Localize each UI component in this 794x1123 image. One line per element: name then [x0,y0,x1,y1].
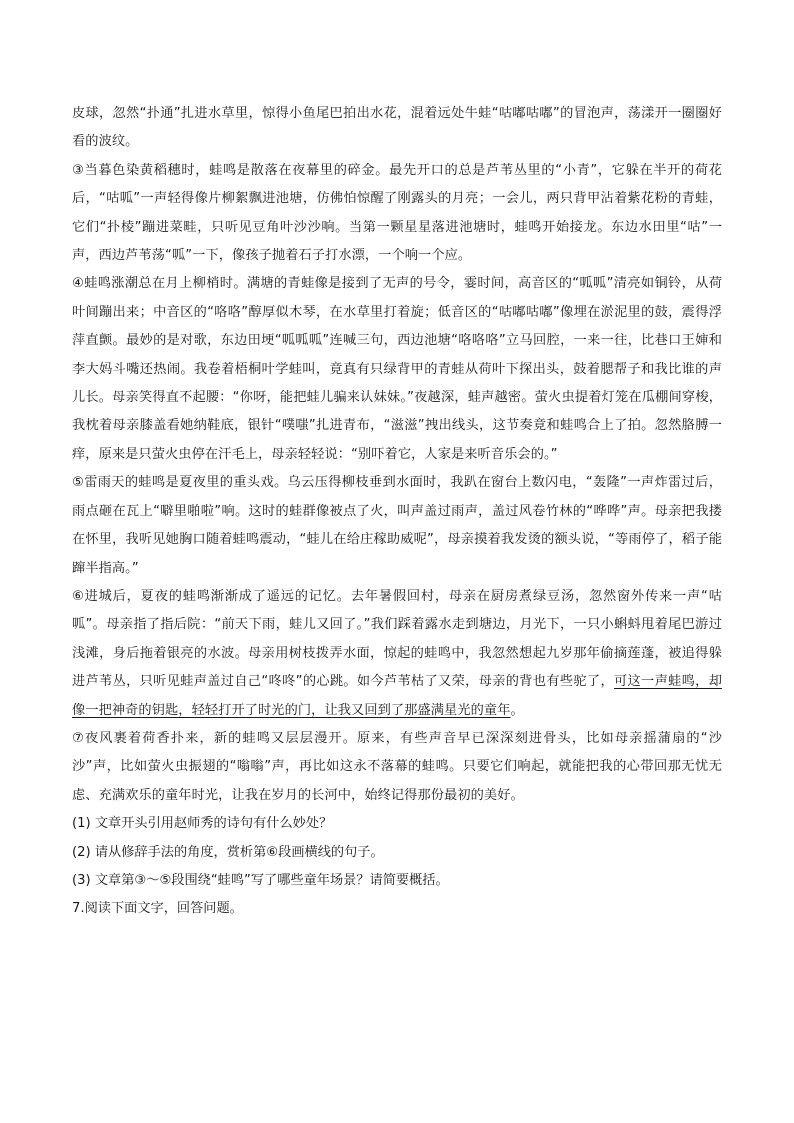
underlined-sentence: 可这一声蛙鸣，却像一把神奇的钥匙，轻轻打开了时光的门，让我又回到了那盛满星光的童年 [72,674,722,718]
paragraph-4: ④蛙鸣涨潮总在月上柳梢时。满塘的青蛙像是接到了无声的号令，霎时间，高音区的“呱呱”清亮如铜铃，从荷叶间蹦出来；中音区的“咯咯”醇厚似木琴，在水草里打着旋；低音区的“咕嘟咕嘟”像埋在淤泥里的鼓，震得浮萍直颤。最妙的是对歌，东边田埂“呱呱呱”连喊三句，西边池塘“咯咯咯”立马回腔，一来一往，比巷口王婶和李大妈斗嘴还热闹。我卷着梧桐叶学蛙叫，竟真有只绿背甲的青蛙从荷叶下探出头，鼓着腮帮子和我比谁的声儿长。母亲笑得直不起腰：“你呀，能把蛙儿骗来认妹妹。”夜越深，蛙声越密。萤火虫提着灯笼在瓜棚间穿梭，我枕着母亲膝盖看她纳鞋底，银针“噗嗤”扎进青布，“滋滋”拽出线头，这节奏竟和蛙鸣合上了拍。忽然胳膊一痒，原来是只萤火虫停在汗毛上，母亲轻轻说：“别吓着它，人家是来听音乐会的。” [72,276,722,462]
question-3: (3) 文章第③～⑤段围绕“蛙鸣”写了哪些童年场景？请简要概括。 [72,872,449,888]
paragraph-7: ⑦夜风裹着荷香扑来，新的蛙鸣又层层漫开。原来，有些声音早已深深刻进骨头，比如母亲摇蒲扇的“沙沙”声，比如萤火虫振翅的“嗡嗡”声，再比如这永不落幕的蛙鸣。只要它们响起，就能把我的心带回那无忧无虑、充满欢乐的童年时光，让我在岁月的长河中，始终记得那份最初的美好。 [72,730,722,803]
next-question-heading: 7.阅读下面文字，回答问题。 [72,901,243,917]
paragraph-5: ⑤雷雨天的蛙鸣是夏夜里的重头戏。乌云压得柳枝垂到水面时，我趴在窗台上数闪电，“轰隆”一声炸雷过后，雨点砸在瓦上“噼里啪啦”响。这时的蛙群像被点了火，叫声盖过雨声，盖过风卷竹林的“哗哗”声。母亲把我搂在怀里，我听见她胸口随着蛙鸣震动，“蛙儿在给庄稼助威呢”，母亲摸着我发烫的额头说，“等雨停了，稻子能蹿半指高。” [72,475,722,576]
question-2: (2) 请从修辞手法的角度，赏析第⑥段画横线的句子。 [72,844,384,860]
paragraph-3: ③当暮色染黄稻穗时，蛙鸣是散落在夜幕里的碎金。最先开口的总是芦苇丛里的“小青”，它躲在半开的荷花后，“咕呱”一声轻得像片柳絮飘进池塘，仿佛怕惊醒了刚露头的月亮；一会儿，两只背甲沾着紫花粉的青蛙，它们“扑棱”蹦进菜畦，只听见豆角叶沙沙响。当第一颗星星落进池塘时，蛙鸣开始接龙。东边水田里“咕”一声，西边芦苇荡“呱”一下，像孩子抛着石子打水漂，一个响一个应。 [72,162,722,264]
paragraph-6-text: ⑥进城后，夏夜的蛙鸣渐渐成了遥远的记忆。去年暑假回村，母亲在厨房煮绿豆汤，忽然窗外传来一声“咕呱”。母亲指了指后院：“前天下雨，蛙儿又回了。”我们踩着露水走到塘边，月光下，一只小蝌蚪甩着尾巴游过浅滩，身后拖着银亮的水波。母亲用树枝拨弄水面，惊起的蛙鸣中，我忽然想起九岁那年偷摘莲蓬，被追得躲进芦苇丛，只听见蛙声盖过自己“咚咚”的心跳。如今芦苇枯了又荣，母亲的背也有些驼了， [72,588,722,690]
document-page [72,100,722,924]
question-1: (1) 文章开头引用赵师秀的诗句有什么妙处？ [72,816,333,832]
paragraph-6 [72,583,722,725]
paragraph-continued: 皮球，忽然“扑通”扎进水草里，惊得小鱼尾巴拍出水花，混着远处牛蛙“咕嘟咕嘟”的冒泡声，荡漾开一圈圈好看的波纹。 [72,106,722,150]
paragraph-6-end: 。 [510,702,524,718]
